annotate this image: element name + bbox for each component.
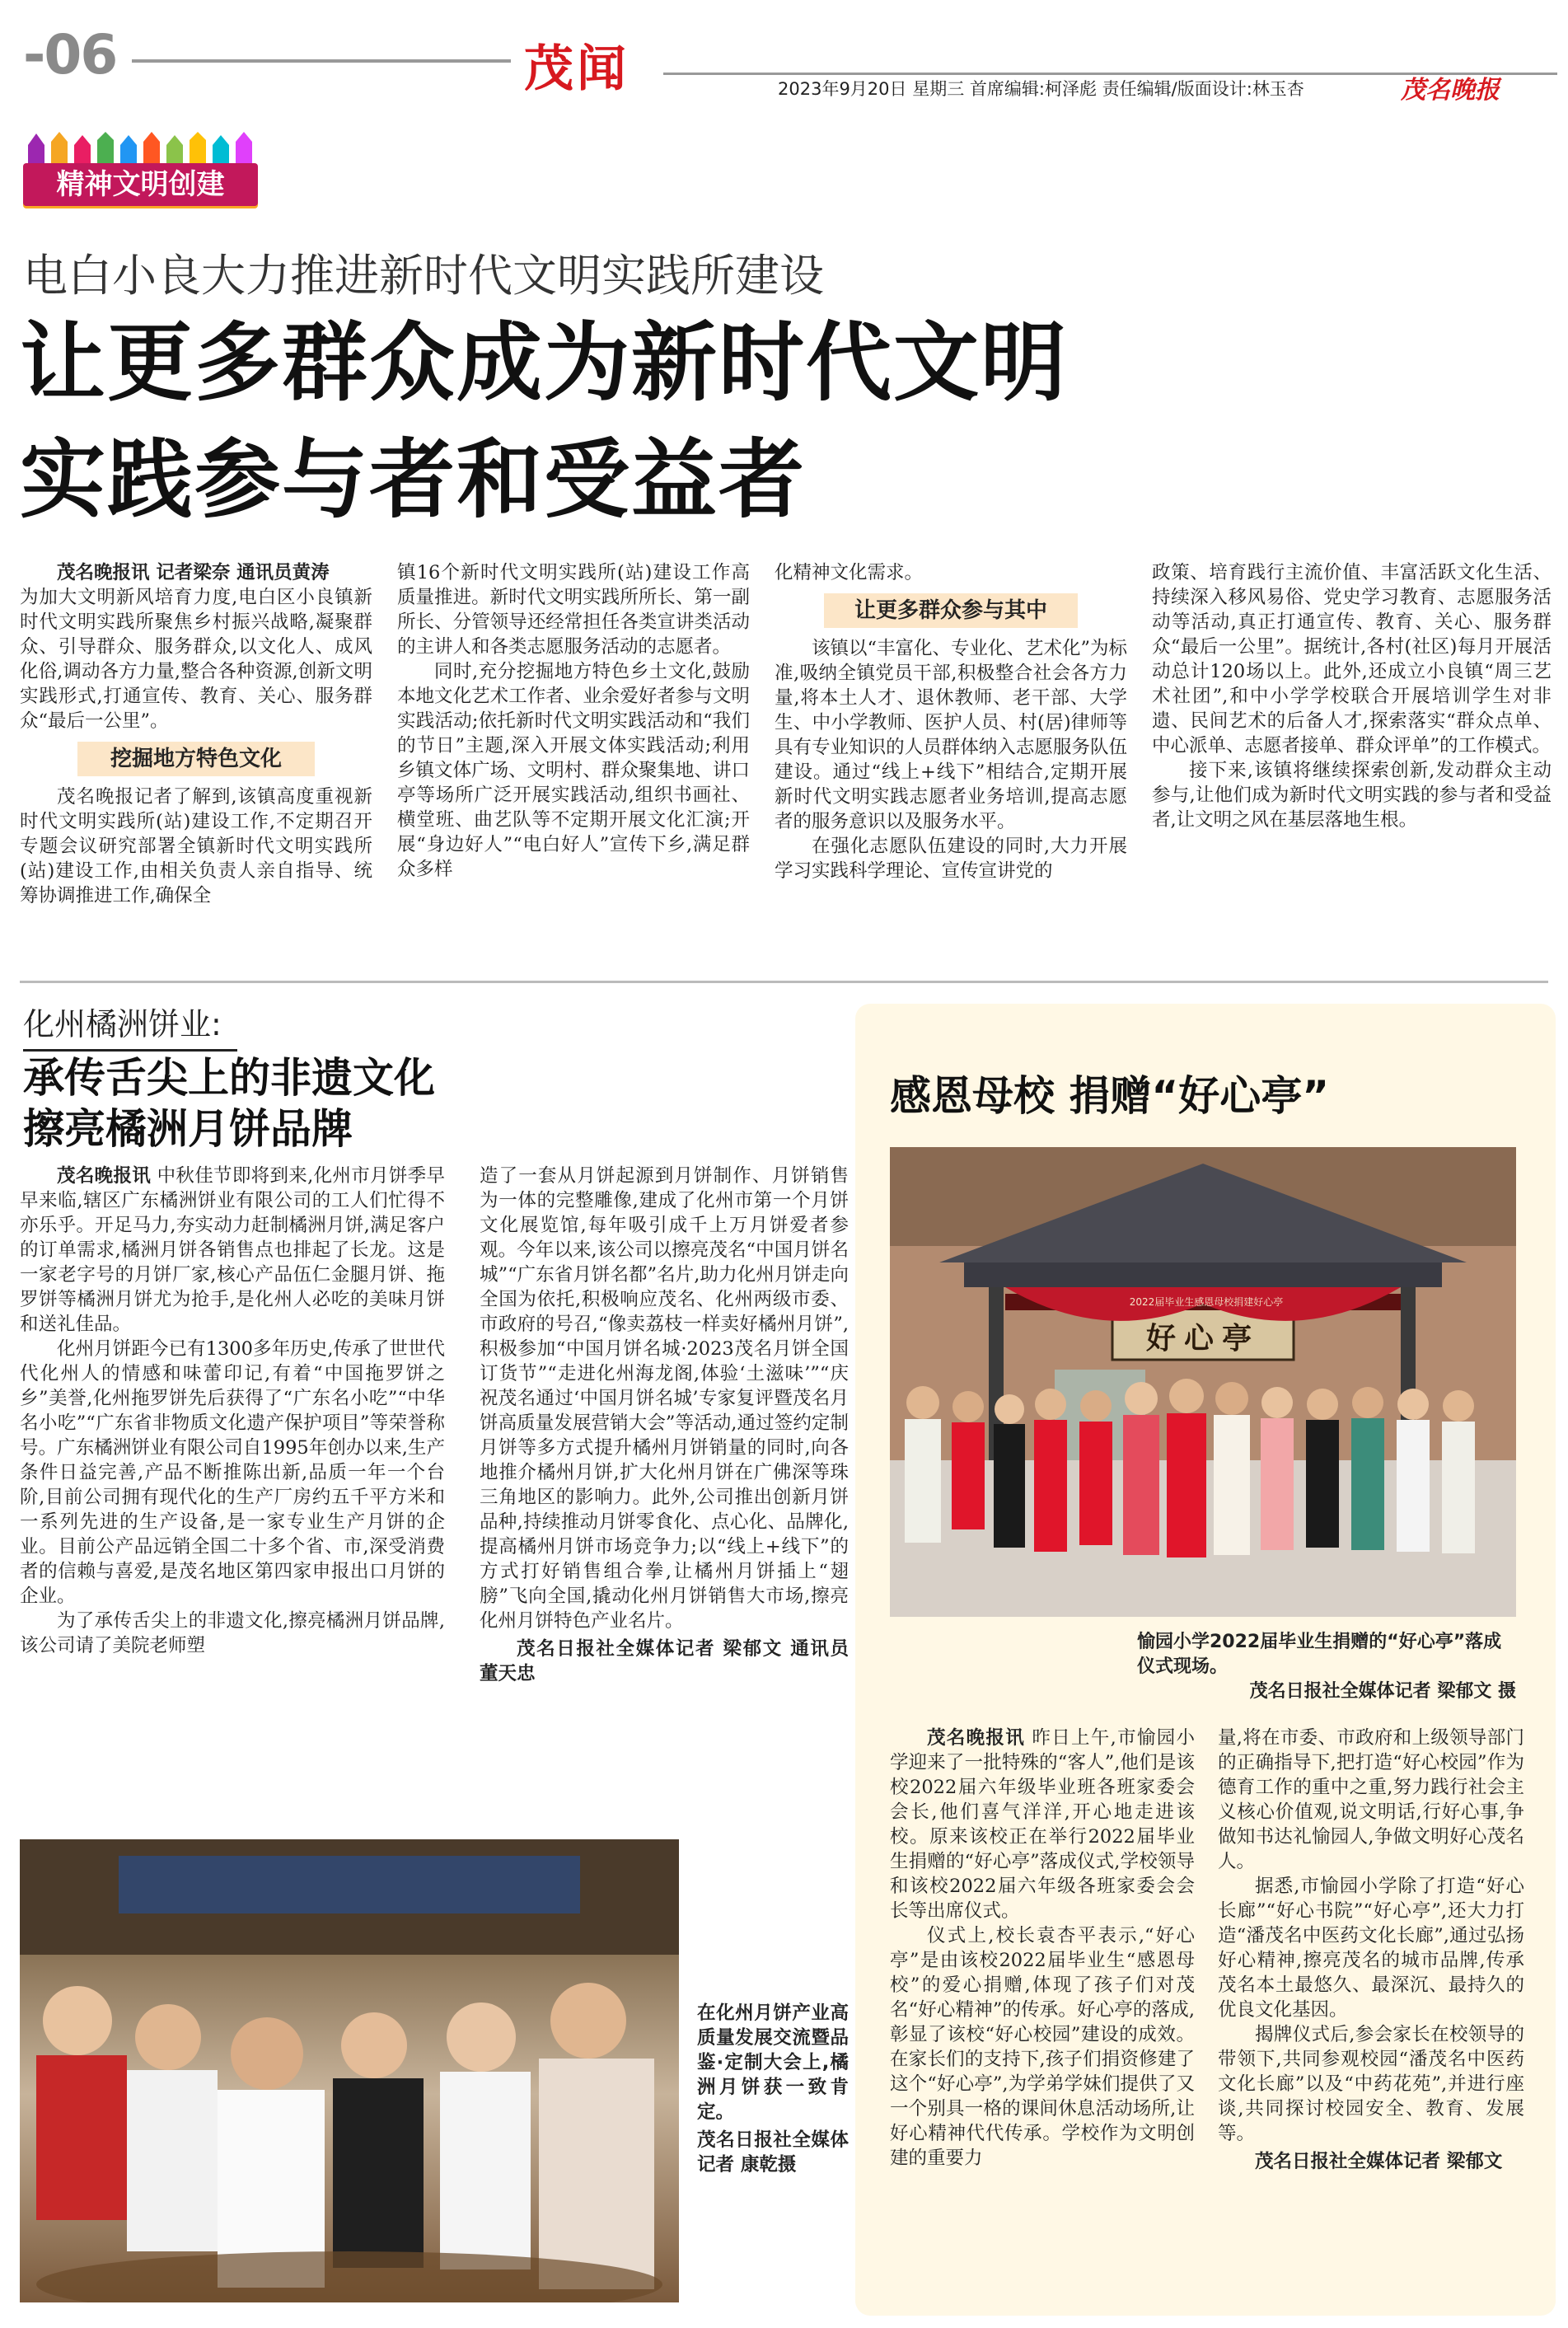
lead-headline-line2: 实践参与者和受益者 <box>20 429 807 530</box>
lead-column-3 <box>775 560 1127 883</box>
lead-col3-p3: 在强化志愿队伍建设的同时,大力开展学习实践科学理论、宣传宣讲党的 <box>775 836 1127 882</box>
mooncake-headline-line2: 擦亮橘洲月饼品牌 <box>23 1105 353 1153</box>
pavilion-col1-p1: 昨日上午,市愉园小学迎来了一批特殊的“客人”,他们是该校2022届六年级毕业班各班家委会会长,他们喜气洋洋,开心地走进该校。原来该校正在举行2022届毕业生捐赠的“好心亭”落成仪式,学校领导和该校2022届六年级各班家委会会长等出席仪式。 <box>890 1727 1195 1922</box>
pavilion-col2-p3: 揭牌仪式后,参会家长在校领导的带领下,共同参观校园“潘茂名中医药文化长廊”以及“中药花苑”,并进行座谈,共同探讨校园安全、教育、发展等。 <box>1218 2024 1524 2144</box>
pavilion-plaque-text: 好心亭 <box>1145 1321 1260 1356</box>
lead-col2-p1: 镇16个新时代文明实践所(站)建设工作高质量推进。新时代文明实践所所长、第一副所长、分管领导还经常担任各类宣讲类活动的主讲人和各类志愿服务活动的志愿者。 <box>397 562 750 658</box>
lead-column-2 <box>397 560 750 882</box>
mooncake-column-2 <box>480 1164 849 1686</box>
mooncake-photo-illustration <box>20 1839 679 2302</box>
section-divider <box>20 981 1548 983</box>
paper-logo: 茂名晚报 <box>1401 76 1500 105</box>
pavilion-ceremony-photo <box>890 1147 1516 1617</box>
mooncake-photo-caption: 在化州月饼产业高质量发展交流暨品鉴·定制大会上,橘洲月饼获一致肯定。 茂名日报社全媒体记者 康乾摄 <box>697 2002 849 2176</box>
mooncake-col1-p2: 化州月饼距今已有1300多年历史,传承了世世代代化州人的情感和味蕾印记,有着“中国拖罗饼之乡”美誉,化州拖罗饼先后获得了“广东名小吃”“中华名小吃”“广东省非物质文化遗产保护项目”等荣誉称号。广东橘洲饼业有限公司自1995年创办以来,生产条件日益完善,产品不断推陈出新,品质一年一个台阶,目前公司拥有现代化的生产厂房约五千平方米和一系列先进的生产设备,是一家专业生产月饼的企业。目前公产品远销全国二十多个省、市,深受消费者的信赖与喜爱,是茂名地区第四家申报出口月饼的企业。 <box>20 1338 445 1607</box>
pavilion-byline: 茂名晚报讯 <box>927 1727 1025 1749</box>
mooncake-col1-p1: 中秋佳节即将到来,化州市月饼季早早来临,辖区广东橘洲饼业有限公司的工人们忙得不亦乐乎。开足马力,夯实动力赶制橘洲月饼,满足客户的订单需求,橘洲月饼各销售点也排起了长龙。这是一家老字号的月饼厂家,核心产品伍仁金腿月饼、拖罗饼等橘洲月饼尤为抢手,是化州人必吃的美味月饼和送礼佳品。 <box>20 1165 445 1335</box>
lead-col3-p2: 该镇以“丰富化、专业化、艺术化”为标准,吸纳全镇党员干部,积极整合社会各方力量,将本土人才、退休教师、老干部、大学生、中小学教师、医护人员、村(居)律师等具有专业知识的人员群体纳入志愿服务队伍建设。通过“线上+线下”相结合,定期开展新时代文明实践志愿者业务培训,提高志愿者的服务意识以及服务水平。 <box>775 638 1128 832</box>
lead-subhead-2: 让更多群众参与其中 <box>824 593 1078 628</box>
pavilion-col2-credit: 茂名日报社全媒体记者 梁郁文 <box>1255 2151 1503 2172</box>
page-number: -06 <box>23 23 117 87</box>
mooncake-col1-p3: 为了承传舌尖上的非遗文化,擦亮橘洲月饼品牌,该公司请了美院老师塑 <box>20 1610 445 1656</box>
pavilion-photo-credit: 茂名日报社全媒体记者 梁郁文 摄 <box>1249 1681 1516 1702</box>
mooncake-tasting-photo <box>20 1839 679 2302</box>
column-badge-label: 精神文明创建 <box>23 163 258 206</box>
section-title: 茂闻 <box>524 40 630 98</box>
lead-col1-p2: 茂名晚报记者了解到,该镇高度重视新时代文明实践所(站)建设工作,不定期召开专题会议研究部署全镇新时代文明实践所(站)建设工作,由相关负责人亲自指导、统筹协调推进工作,确保全 <box>20 786 372 906</box>
mooncake-kicker: 化州橘洲饼业: <box>23 999 237 1052</box>
mooncake-col2-credit: 茂名日报社全媒体记者 梁郁文 通讯员 董天忠 <box>480 1638 849 1684</box>
pavilion-col2-p1: 量,将在市委、市政府和上级领导部门的正确指导下,把打造“好心校园”作为德育工作的重中之重,努力践行社会主义核心价值观,说文明话,行好心事,争做知书达礼愉园人,争做文明好心茂名人。 <box>1218 1727 1524 1872</box>
lead-byline: 茂名晚报讯 记者梁奈 通讯员黄涛 <box>57 562 330 583</box>
lead-headline-line1: 让更多群众成为新时代文明 <box>20 312 1069 413</box>
column-badge <box>23 132 258 208</box>
pavilion-col1-p2: 仪式上,校长袁杏平表示,“好心亭”是由该校2022届毕业生“感恩母校”的爱心捐赠,体现了孩子们对茂名“好心精神”的传承。好心亭的落成,彰显了该校“好心校园”建设的成效。在家长们的支持下,孩子们捐资修建了这个“好心亭”,为学弟学妹们提供了又一个别具一格的课间休息活动场所,让好心精神代代传承。学校作为文明创建的重要力 <box>890 1925 1195 2169</box>
pavilion-column-2 <box>1218 1726 1524 2174</box>
lead-col4-p1: 政策、培育践行主流价值、丰富活跃文化生活、持续深入移风易俗、党史学习教育、志愿服务活动等活动,真正打通宣传、教育、关心、服务群众“最后一公里”。据统计,各村(社区)每月开展活动总计120场以上。此外,还成立小良镇“周三艺术社团”,和中小学学校联合开展培训学生对非遗、民间艺术的后备人才,探索落实“群众点单、中心派单、志愿者接单、群众评单”的工作模式。 <box>1152 562 1552 756</box>
lead-col2-p2: 同时,充分挖掘地方特色乡土文化,鼓励本地文化艺术工作者、业余爱好者参与文明实践活动;依托新时代文明实践活动和“我们的节日”主题,深入开展文体实践活动;利用乡镇文体广场、文明村、群众聚集地、讲口亭等场所广泛开展实践活动,组织书画社、横堂班、曲艺队等不定期开展文化汇演;开展“身边好人”“电白好人”宣传下乡,满足群众多样 <box>397 661 750 880</box>
pavilion-headline: 感恩母校 捐赠“好心亭” <box>890 1072 1330 1120</box>
edition-info: 2023年9月20日 星期三 首席编辑:柯泽彪 责任编辑/版面设计:林玉杏 <box>778 79 1304 99</box>
lead-column-4 <box>1152 560 1552 832</box>
mooncake-col2-p1: 造了一套从月饼起源到月饼制作、月饼销售为一体的完整雕像,建成了化州市第一个月饼文化展览馆,每年吸引成千上万月饼爱者参观。今年以来,该公司以擦亮茂名“中国月饼名城”“广东省月饼名都”名片,助力化州月饼走向全国为依托,积极响应茂名、化州两级市委、市政府的号召,“像卖荔枝一样卖好橘州月饼”,积极参加“中国月饼名城·2023茂名月饼全国订货节”“走进化州海龙阁,体验‘土滋味’”“庆祝茂名通过‘中国月饼名城’专家复评暨茂名月饼高质量发展营销大会”等活动,通过签约定制月饼等多方式提升橘州月饼销量的同时,向各地推介橘州月饼,扩大化州月饼在广佛深等珠三角地区的影响力。此外,公司推出创新月饼品种,持续推动月饼零食化、点心化、品牌化,提高橘州月饼市场竞争力;以“线上+线下”的方式打好销售组合拳,让橘州月饼插上“翅膀”飞向全国,撬动化州月饼销售大市场,擦亮化州月饼特色产业名片。 <box>480 1165 849 1632</box>
lead-column-1 <box>20 560 372 908</box>
pavilion-column-1 <box>890 1726 1195 2171</box>
lead-col4-p2: 接下来,该镇将继续探索创新,发动群众主动参与,让他们成为新时代文明实践的参与者和受益者,让文明之风在基层落地生根。 <box>1152 760 1552 831</box>
mooncake-column-1 <box>20 1164 445 1658</box>
lead-kicker: 电白小良大力推进新时代文明实践所建设 <box>23 250 824 302</box>
pavilion-people-illustration <box>890 1147 1516 1617</box>
lead-subhead-1: 挖掘地方特色文化 <box>77 742 315 776</box>
lead-col3-p1: 化精神文化需求。 <box>775 562 924 583</box>
mooncake-photo-credit: 茂名日报社全媒体记者 康乾摄 <box>697 2129 849 2176</box>
header-rule-left <box>132 59 511 63</box>
mooncake-headline-line1: 承传舌尖上的非遗文化 <box>23 1054 435 1102</box>
pavilion-col2-p2: 据悉,市愉园小学除了打造“好心长廊”“好心书院”“好心亭”,还大力打造“潘茂名中医药文化长廊”,通过弘扬好心精神,擦亮茂名的城市品牌,传承茂名本土最悠久、最深沉、最持久的优良文化基因。 <box>1218 1876 1524 2021</box>
lead-col1-p1: 为加大文明新风培育力度,电白区小良镇新时代文明实践所聚焦乡村振兴战略,凝聚群众、引导群众、服务群众,以文化人、成风化俗,调动各方力量,整合各种资源,创新文明实践形式,打通宣传、教育、关心、服务群众“最后一公里”。 <box>20 587 372 732</box>
pavilion-banner-text: 2022届毕业生感恩母校捐建好心亭 <box>1129 1296 1284 1308</box>
mooncake-byline: 茂名晚报讯 <box>57 1165 152 1187</box>
pavilion-photo-caption: 愉园小学2022届毕业生捐赠的“好心亭”落成仪式现场。 茂名日报社全媒体记者 梁郁文 摄 <box>1137 1630 1516 1704</box>
